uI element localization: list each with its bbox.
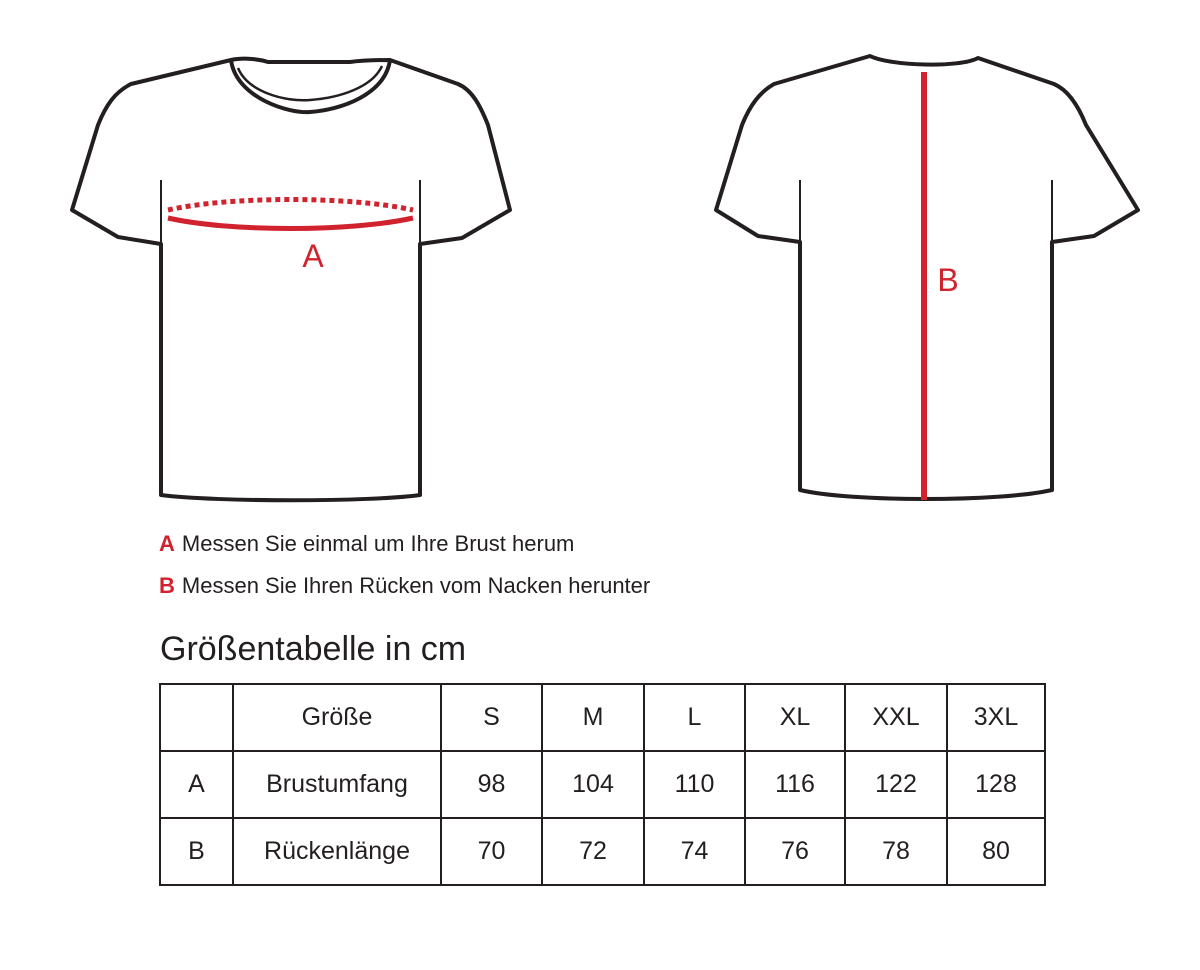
table-cell: 104 [542, 751, 644, 818]
table-row [160, 751, 1045, 818]
table-cell: 80 [947, 818, 1045, 885]
table-cell: 128 [947, 751, 1045, 818]
legend-text: Messen Sie Ihren Rücken vom Nacken herunter [181, 573, 651, 598]
table-cell: A [160, 751, 233, 818]
measurement-legend [159, 523, 650, 607]
table-header-cell: XXL [845, 684, 947, 751]
table-cell: Brustumfang [233, 751, 441, 818]
table-header-cell: S [441, 684, 542, 751]
legend-key: B [159, 573, 175, 598]
legend-item-b [159, 565, 650, 607]
table-cell: B [160, 818, 233, 885]
legend-item-a [159, 523, 650, 565]
table-header-cell: M [542, 684, 644, 751]
table-cell: 98 [441, 751, 542, 818]
legend-text: Messen Sie einmal um Ihre Brust herum [181, 531, 575, 556]
table-header-cell: 3XL [947, 684, 1045, 751]
table-cell: 76 [745, 818, 845, 885]
table-cell: 122 [845, 751, 947, 818]
table-cell: Rückenlänge [233, 818, 441, 885]
table-cell: 116 [745, 751, 845, 818]
table-header-cell: L [644, 684, 745, 751]
table-cell: 70 [441, 818, 542, 885]
table-cell: 78 [845, 818, 947, 885]
tshirt-back-icon [716, 56, 1138, 500]
back-marker-label: B [937, 262, 959, 298]
tshirt-front-icon [72, 59, 510, 501]
table-header-cell [160, 684, 233, 751]
table-header-row [160, 684, 1045, 751]
legend-key: A [159, 531, 175, 556]
table-header-cell: XL [745, 684, 845, 751]
table-cell: 110 [644, 751, 745, 818]
table-cell: 72 [542, 818, 644, 885]
size-table-title: Größentabelle in cm [160, 630, 467, 668]
size-table [159, 683, 1046, 886]
table-row [160, 818, 1045, 885]
table-header-cell: Größe [233, 684, 441, 751]
table-cell: 74 [644, 818, 745, 885]
front-marker-label: A [302, 238, 324, 274]
